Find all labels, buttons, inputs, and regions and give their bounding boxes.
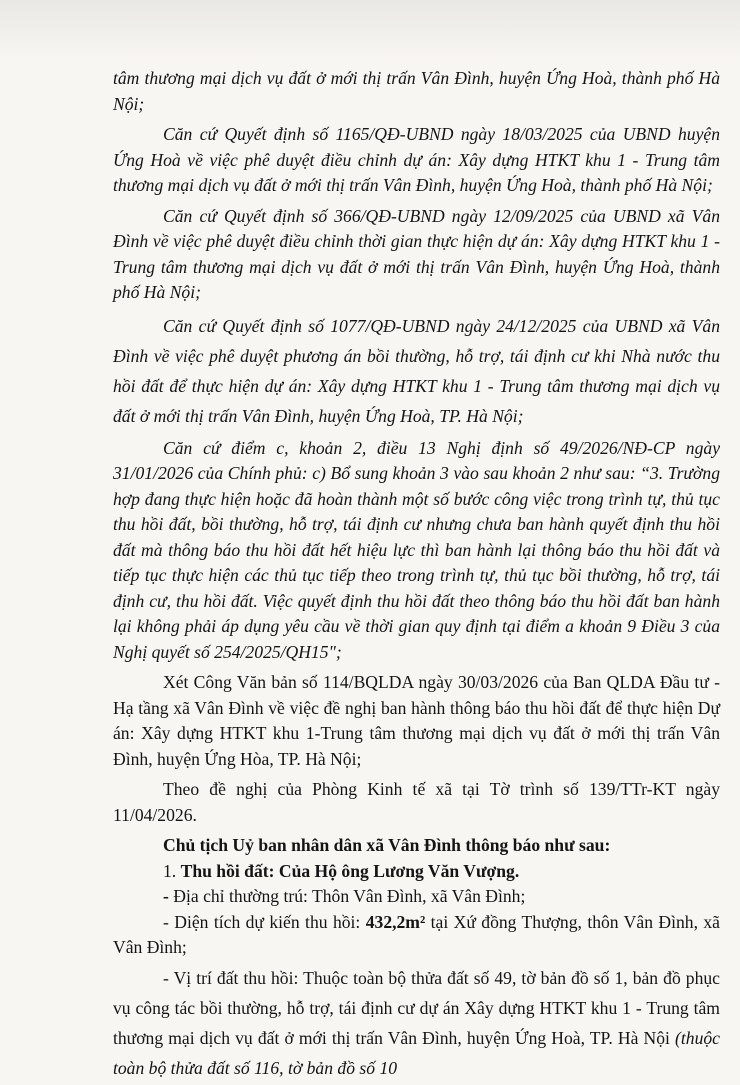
paragraph-decision-1165: Căn cứ Quyết định số 1165/QĐ-UBND ngày 18/03/2025 của UBND huyện Ứng Hoà về việc phê duyệt điều chỉnh dự án: Xây dựng HTKT khu 1 - Trung tâm thương mại dịch vụ đất ở mới thị trấn Vân Đình, huyện Ứng Hoà, thành phố Hà Nội; [113, 124, 720, 195]
paragraph-continuation: tâm thương mại dịch vụ đất ở mới thị trấn Vân Đình, huyện Ứng Hoà, thành phố Hà Nội; [113, 68, 720, 114]
item-1-number: 1. [163, 860, 181, 881]
area-location: tại Xứ đồng Thượng, thôn Vân Đình, xã Vân Đình; [113, 911, 720, 957]
paragraph-decision-1077: Căn cứ Quyết định số 1077/QĐ-UBND ngày 24/12/2025 của UBND xã Vân Đình về việc phê duyệt phương án bồi thường, hỗ trợ, tái định cư khi Nhà nước thu hồi đất để thực hiện dự án: Xây dựng HTKT khu 1 - Trung tâm thương mại dịch vụ đất ở mới thị trấn Vân Đình, huyện Ứng Hoà, TP. Hà Nội; [113, 315, 720, 426]
item-1-land-recovery [113, 859, 720, 885]
location-note: (thuộc toàn bộ thửa đất số 116, tờ bản đồ số 10 [113, 1027, 720, 1078]
location-line [113, 963, 720, 1083]
address-dash: - [163, 886, 174, 906]
paragraph-proposal-139: Theo đề nghị của Phòng Kinh tế xã tại Tờ trình số 139/TTr-KT ngày 11/04/2026. [113, 779, 720, 825]
area-value: 432,2m² [365, 911, 426, 932]
paragraph-decree-49: Căn cứ điểm c, khoản 2, điều 13 Nghị định số 49/2026/NĐ-CP ngày 31/01/2026 của Chính phủ: c) Bổ sung khoản 3 vào sau khoản 2 như sau: “3. Trường hợp đang thực hiện hoặc đã hoàn thành một số bước công việc trong trình tự, thủ tục thu hồi đất, bồi thường, hỗ trợ, tái định cư nhưng chưa ban hành quyết định thu hồi đất mà thông báo thu hồi đất hết hiệu lực thì ban hành lại thông báo thu hồi đất và tiếp tục thực hiện các thủ tục tiếp theo trong trình tự, thủ tục bồi thường, hỗ trợ, tái định cư, thu hồi đất. Việc quyết định thu hồi đất theo thông báo thu hồi đất ban hành lại không phải áp dụng yêu cầu về thời gian quy định tại điểm a khoản 9 Điều 3 của Nghị quyết số 254/2025/QH15"; [113, 437, 720, 662]
paragraph-chairman-notice: Chủ tịch Uỷ ban nhân dân xã Vân Đình thông báo như sau: [163, 835, 611, 855]
paragraph-letter-114: Xét Công Văn bản số 114/BQLDA ngày 30/03/2026 của Ban QLDA Đầu tư - Hạ tầng xã Vân Đình về việc đề nghị ban hành thông báo thu hồi đất để thực hiện Dự án: Xây dựng HTKT khu 1-Trung tâm thương mại dịch vụ đất ở mới thị trấn Vân Đình, huyện Ứng Hòa, TP. Hà Nội; [113, 672, 720, 769]
area-label: - Diện tích dự kiến thu hồi: [163, 911, 366, 932]
address-text: Địa chỉ thường trú: Thôn Vân Đình, xã Vân Đình; [173, 886, 526, 906]
item-1-title: Thu hồi đất: Của Hộ ông Lương Văn Vượng. [180, 860, 520, 881]
page-shadow [0, 0, 740, 60]
paragraph-decision-366: Căn cứ Quyết định số 366/QĐ-UBND ngày 12/09/2025 của UBND xã Vân Đình về việc phê duyệt điều chỉnh thời gian thực hiện dự án: Xây dựng HTKT khu 1 - Trung tâm thương mại dịch vụ đất ở mới thị trấn Vân Đình, huyện Ứng Hoà, thành phố Hà Nội; [113, 205, 720, 302]
area-line [113, 910, 720, 961]
location-text: - Vị trí đất thu hồi: Thuộc toàn bộ thửa đất số 49, tờ bản đồ số 1, bản đồ phục vụ công tác bồi thường, hỗ trợ, tái định cư dự án Xây dựng HTKT khu 1 - Trung tâm thương mại dịch vụ đất ở mới thị trấn Vân Đình, huyện Ứng Hoà, TP. Hà Nội [113, 967, 720, 1048]
address-line [113, 884, 720, 910]
